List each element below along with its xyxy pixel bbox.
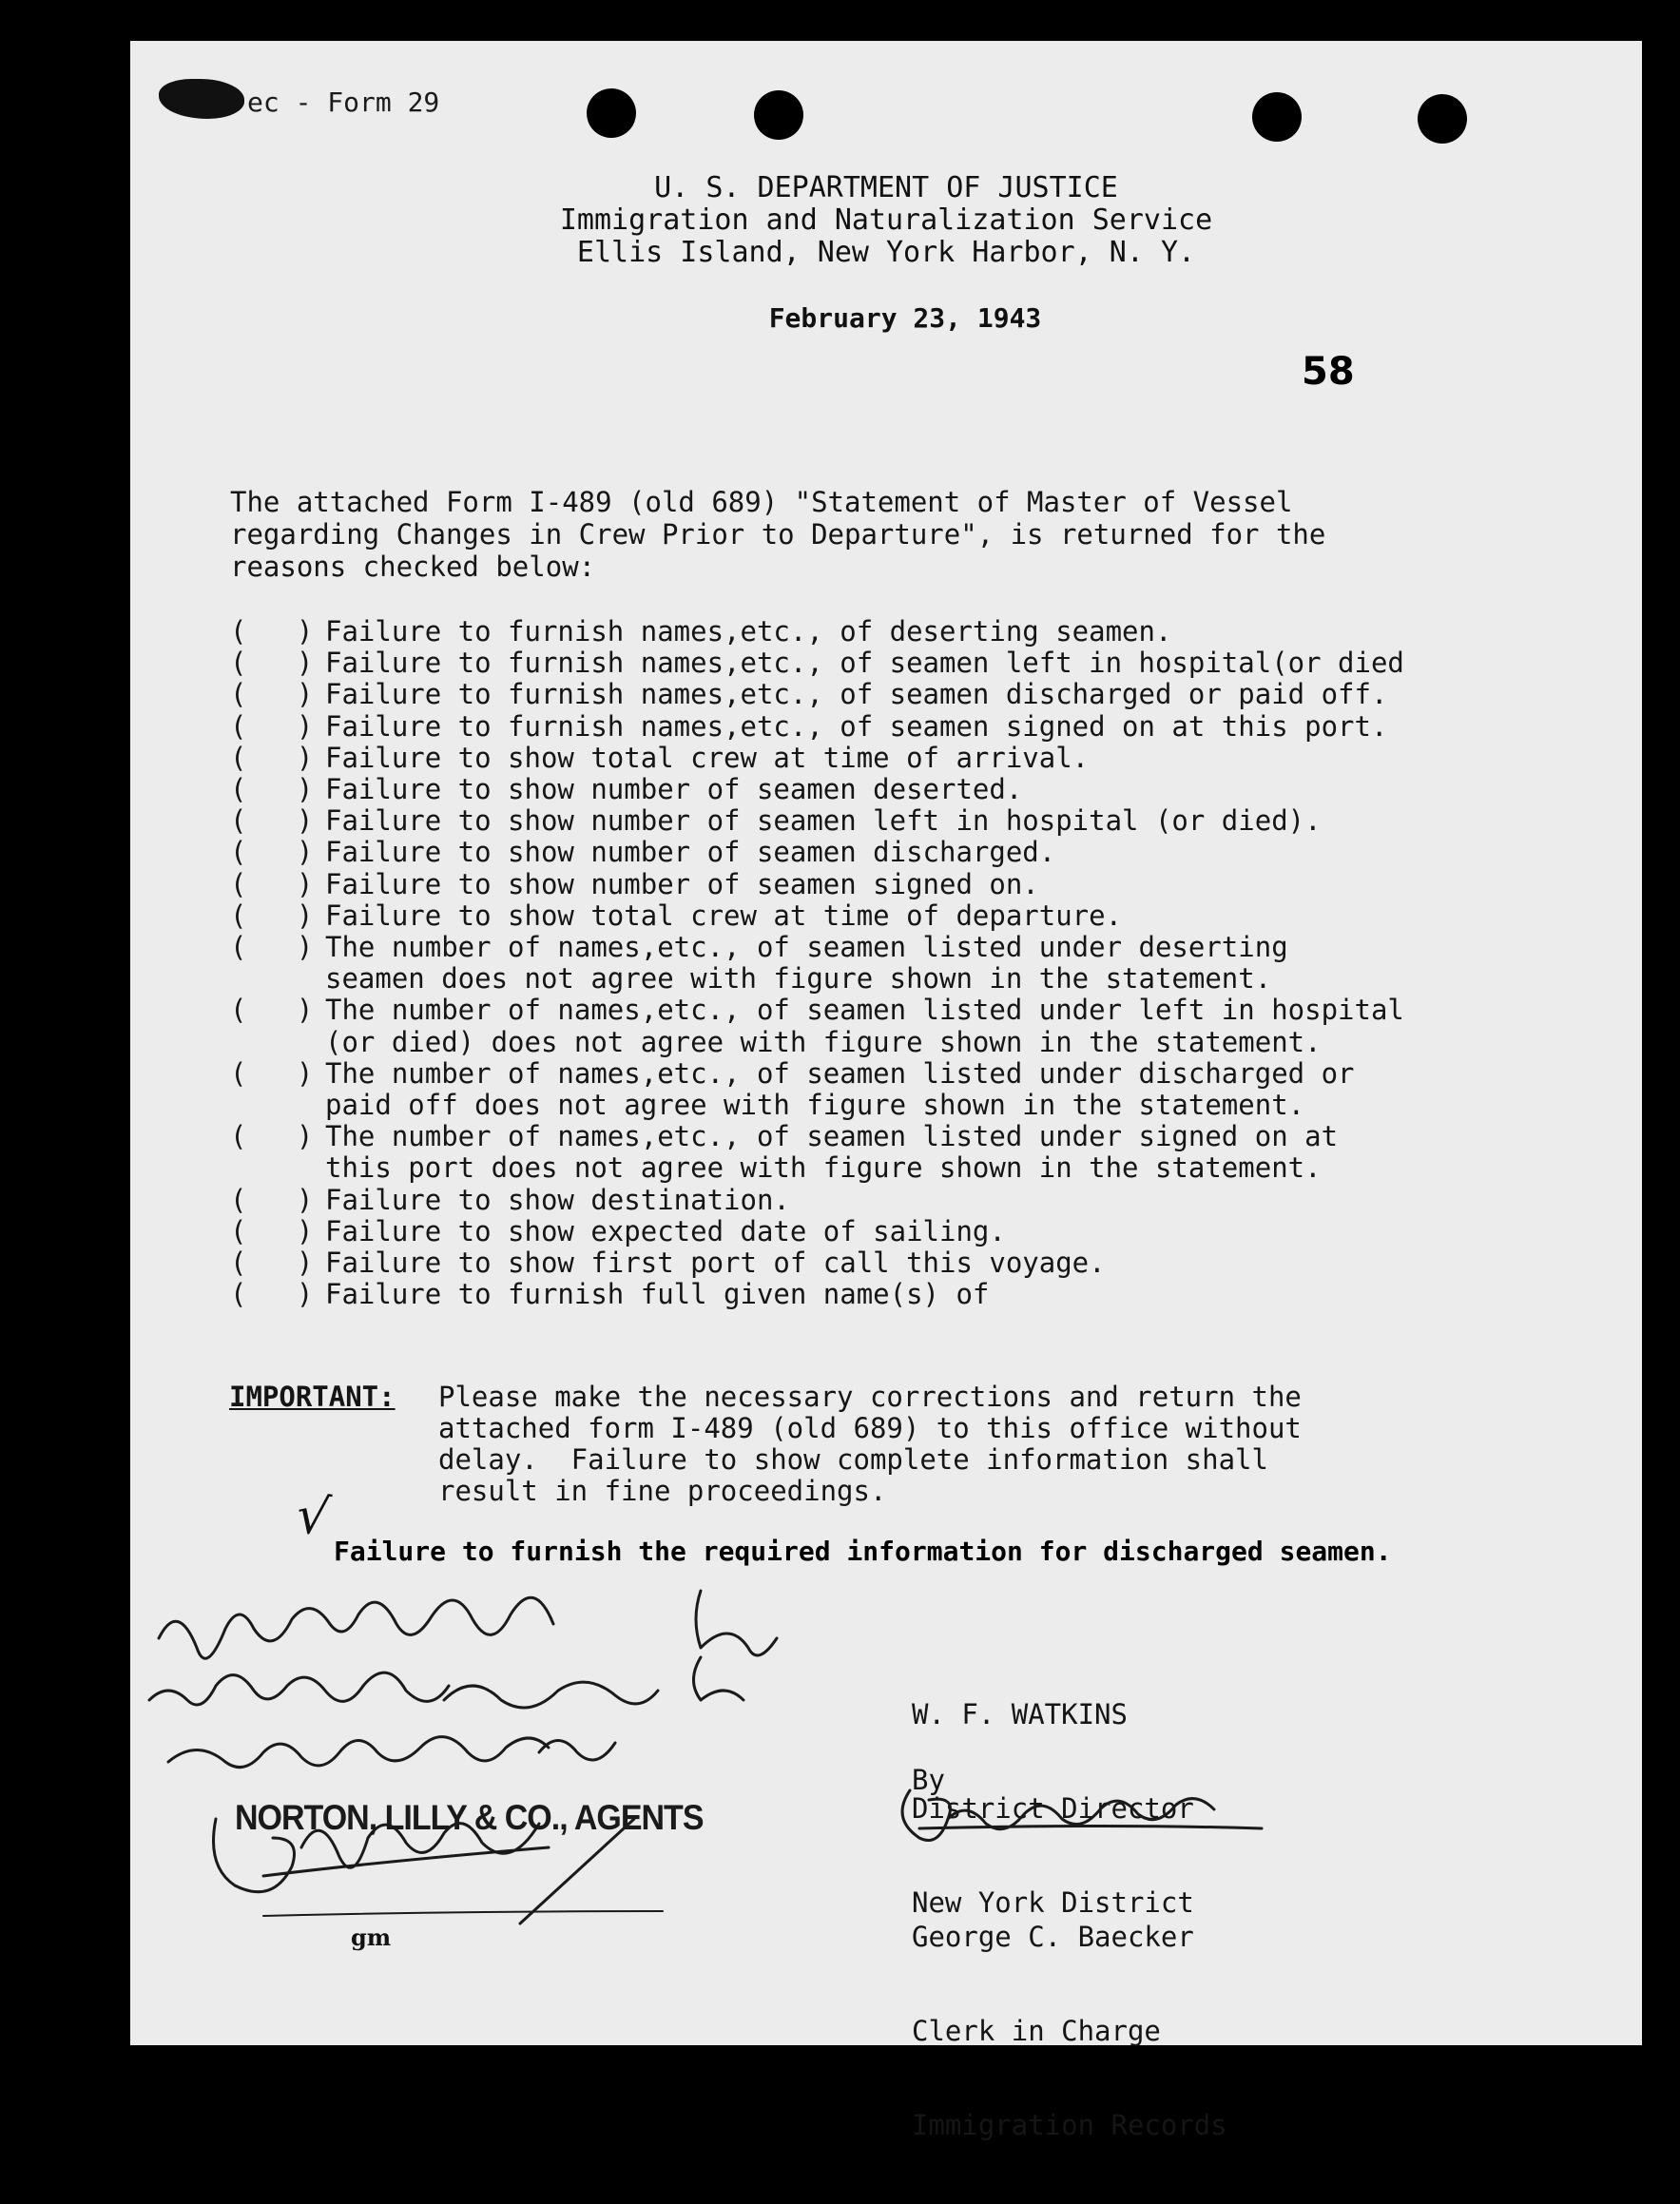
- agent-stamp: NORTON, LILLY & CO., AGENTS: [235, 1798, 704, 1838]
- letterhead-department: U. S. DEPARTMENT OF JUSTICE: [654, 171, 1118, 204]
- checklist-item-text: Failure to show number of seamen discharged.: [325, 836, 1056, 869]
- handwritten-note-line2: [149, 1657, 743, 1708]
- checklist-item: [230, 1247, 1404, 1279]
- checklist-item: [230, 932, 1404, 995]
- checklist-item: [230, 1058, 1404, 1121]
- clerk-name: George C. Baecker: [912, 1921, 1194, 1953]
- clerk-dept: Immigration Records: [912, 2109, 1227, 2141]
- typist-initials: gm: [351, 1924, 392, 1951]
- checklist-item-text: The number of names,etc., of seamen listed under left in hospital (or died) does not agree with figure shown in the statement.: [325, 994, 1404, 1058]
- checklist-item-text: The number of names,etc., of seamen listed under deserting seamen does not agree with figure shown in the statement.: [325, 931, 1288, 996]
- handwritten-note-line1: [159, 1591, 777, 1658]
- ink-blot: [159, 79, 244, 119]
- checkbox-mark: ( ): [230, 1056, 314, 1090]
- checklist-item: [230, 616, 1404, 648]
- checklist-item: [230, 900, 1404, 932]
- checklist-item: [230, 1216, 1404, 1247]
- punch-hole-4: [1418, 94, 1467, 144]
- checkbox-mark: ( ): [230, 899, 314, 932]
- checklist-item: [230, 869, 1404, 900]
- checkbox-mark: ( ): [230, 709, 314, 743]
- checkbox-mark: ( ): [230, 773, 314, 806]
- checklist-item: [230, 995, 1404, 1057]
- punch-hole-3: [1252, 92, 1302, 142]
- signer-title: District Director: [912, 1792, 1194, 1825]
- checklist-item-text: Failure to show total crew at time of arrival.: [325, 741, 1090, 774]
- checklist-item: [230, 711, 1404, 743]
- clerk-title: Clerk in Charge: [912, 2015, 1161, 2047]
- checklist-item-text: Failure to show first port of call this voyage.: [325, 1247, 1106, 1280]
- checkbox-mark: ( ): [230, 741, 314, 774]
- checkbox-mark: ( ): [230, 1278, 314, 1311]
- letterhead-location: Ellis Island, New York Harbor, N. Y.: [576, 236, 1196, 269]
- punch-hole-2: [754, 90, 803, 140]
- checkbox-mark: ( ): [230, 647, 314, 680]
- checkbox-mark: ( ): [230, 1183, 314, 1216]
- checklist-item: [230, 1279, 1404, 1310]
- handwritten-note-line3: [168, 1737, 615, 1768]
- checklist-item: [230, 679, 1404, 710]
- checkbox-mark: ( ): [230, 867, 314, 900]
- document-page: [130, 41, 1642, 2141]
- signer-district: New York District: [912, 1886, 1194, 1919]
- checklist-item-text: Failure to show total crew at time of departure.: [325, 899, 1123, 932]
- letter-date: February 23, 1943: [768, 302, 1042, 334]
- checklist-item-text: Failure to furnish names,etc., of seamen signed on at this port.: [325, 709, 1388, 743]
- checklist-item-text: Failure to show number of seamen left in hospital (or died).: [325, 804, 1322, 838]
- by-label: By: [912, 1764, 945, 1796]
- signer-name: W. F. WATKINS: [912, 1698, 1128, 1730]
- checklist-item-text: Failure to furnish names,etc., of deserting seamen.: [325, 615, 1172, 648]
- punch-hole-1: [587, 88, 636, 138]
- checkbox-mark: ( ): [230, 994, 314, 1027]
- form-id: ec - Form 29: [247, 87, 440, 118]
- reasons-checklist: [230, 616, 1404, 1310]
- checkbox-mark: ( ): [230, 678, 314, 711]
- checklist-item: [230, 1121, 1404, 1184]
- checkbox-mark: ( ): [230, 1214, 314, 1247]
- checklist-item-text: Failure to show number of seamen signed on.: [325, 867, 1039, 900]
- letterhead: [130, 172, 1642, 269]
- important-label: IMPORTANT:: [229, 1381, 396, 1413]
- checklist-item-text: Failure to furnish full given name(s) of: [325, 1278, 990, 1311]
- page-number: 58: [1302, 350, 1355, 394]
- checklist-item: [230, 805, 1404, 837]
- letterhead-service: Immigration and Naturalization Service: [559, 203, 1213, 237]
- checklist-item: [230, 837, 1404, 868]
- checkbox-mark: ( ): [230, 931, 314, 964]
- checklist-item-text: Failure to furnish names,etc., of seamen discharged or paid off.: [325, 678, 1388, 711]
- checklist-item: [230, 774, 1404, 805]
- bold-note: Failure to furnish the required information for discharged seamen.: [334, 1536, 1392, 1567]
- intro-paragraph: The attached Form I-489 (old 689) "Statement of Master of Vessel regarding Changes in Crew Prior to Departure", is returned for the reasons checked below:: [230, 486, 1326, 583]
- checklist-item-text: Failure to furnish names,etc., of seamen left in hospital(or died: [325, 647, 1404, 680]
- checklist-item: [230, 743, 1404, 774]
- checklist-item-text: Failure to show expected date of sailing.: [325, 1214, 1006, 1247]
- checklist-item: [230, 648, 1404, 679]
- checklist-item-text: Failure to show number of seamen deserted.: [325, 773, 1023, 806]
- checklist-item-text: Failure to show destination.: [325, 1183, 790, 1216]
- signature-rule: [263, 1911, 663, 1916]
- clerk-block: [912, 1859, 1227, 2204]
- checkbox-mark: ( ): [230, 615, 314, 648]
- checklist-item-text: The number of names,etc., of seamen listed under signed on at this port does not agree with figure shown in the statement.: [325, 1120, 1339, 1185]
- checklist-item: [230, 1185, 1404, 1216]
- handwritten-checkmark: √: [292, 1483, 334, 1549]
- checkbox-mark: ( ): [230, 1247, 314, 1280]
- checkbox-mark: ( ): [230, 1120, 314, 1153]
- checkbox-mark: ( ): [230, 804, 314, 838]
- important-text: Please make the necessary corrections and return the attached form I-489 (old 689) to this office without delay. Failure to show complete information shall result in fine proceedings.: [438, 1381, 1302, 1507]
- checklist-item-text: The number of names,etc., of seamen listed under discharged or paid off does not agree with figure shown in the statement.: [325, 1056, 1355, 1122]
- checkbox-mark: ( ): [230, 836, 314, 869]
